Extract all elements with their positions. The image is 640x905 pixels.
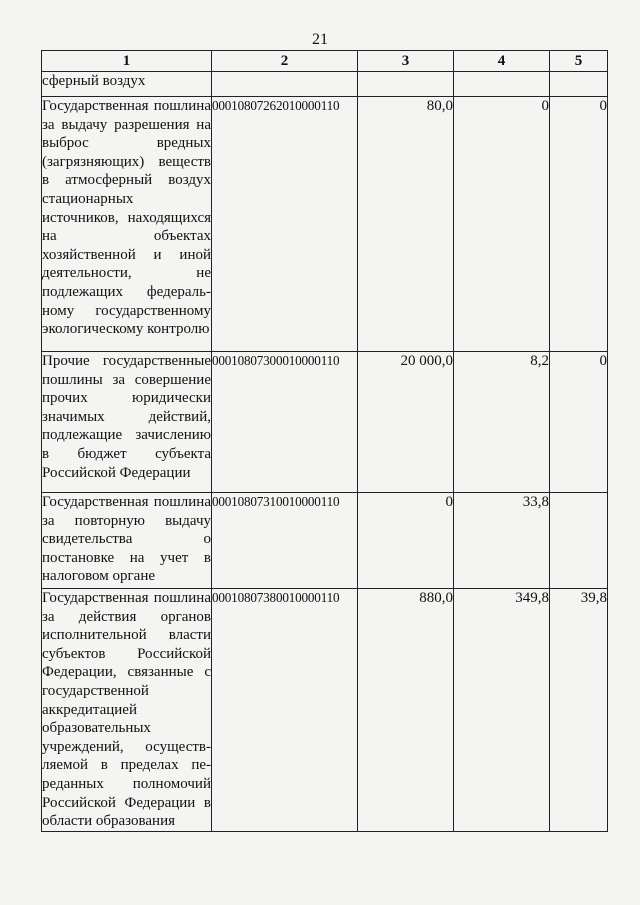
table-row <box>42 589 608 832</box>
row-col5 <box>550 493 608 589</box>
table-row <box>42 493 608 589</box>
revenue-table <box>41 50 608 832</box>
row-col3: 0 <box>358 493 454 589</box>
row-code: 00010807310010000110 <box>212 493 358 589</box>
row-name: Прочие государственные пошлины за совершение прочих юридически значимых действий, подлежащие зачислению в бюджет субъекта Российской Федерации <box>42 352 212 493</box>
table-row <box>42 352 608 493</box>
header-col-2: 2 <box>212 51 358 72</box>
table-row <box>42 97 608 352</box>
row-col5: 0 <box>550 352 608 493</box>
row-name: Государственная пошлина за выдачу разрешения на выброс вредных (загрязняющих) веществ в атмосферный воздух стационарных источников, находящихся на объектах хозяйственной и иной деятельности, не подлежащих федеральному государственному экологическому контролю <box>42 97 212 352</box>
row-name: сферный воздух <box>42 72 212 97</box>
header-col-5: 5 <box>550 51 608 72</box>
row-col5 <box>550 72 608 97</box>
header-col-4: 4 <box>454 51 550 72</box>
row-col4: 33,8 <box>454 493 550 589</box>
page-number: 21 <box>312 31 328 48</box>
row-col3: 20 000,0 <box>358 352 454 493</box>
header-row <box>42 51 608 72</box>
row-col4: 0 <box>454 97 550 352</box>
row-col3: 880,0 <box>358 589 454 832</box>
row-col4: 349,8 <box>454 589 550 832</box>
row-col4 <box>454 72 550 97</box>
row-col3: 80,0 <box>358 97 454 352</box>
header-col-3: 3 <box>358 51 454 72</box>
row-code: 00010807380010000110 <box>212 589 358 832</box>
row-col4: 8,2 <box>454 352 550 493</box>
row-code: 00010807262010000110 <box>212 97 358 352</box>
row-name: Государственная пошлина за повторную выдачу свидетельства о постановке на учет в налоговом органе <box>42 493 212 589</box>
row-col3 <box>358 72 454 97</box>
header-col-1: 1 <box>42 51 212 72</box>
row-col5: 39,8 <box>550 589 608 832</box>
row-code: 00010807300010000110 <box>212 352 358 493</box>
row-name: Государственная пошлина за действия органов исполнительной власти субъектов Российской Федерации, связанные с государственной аккредитацией образовательных учреждений, осуществляемой в пределах переданных полномочий Российской Федерации в области образования <box>42 589 212 832</box>
table-row-continuation <box>42 72 608 97</box>
row-col5: 0 <box>550 97 608 352</box>
row-code <box>212 72 358 97</box>
